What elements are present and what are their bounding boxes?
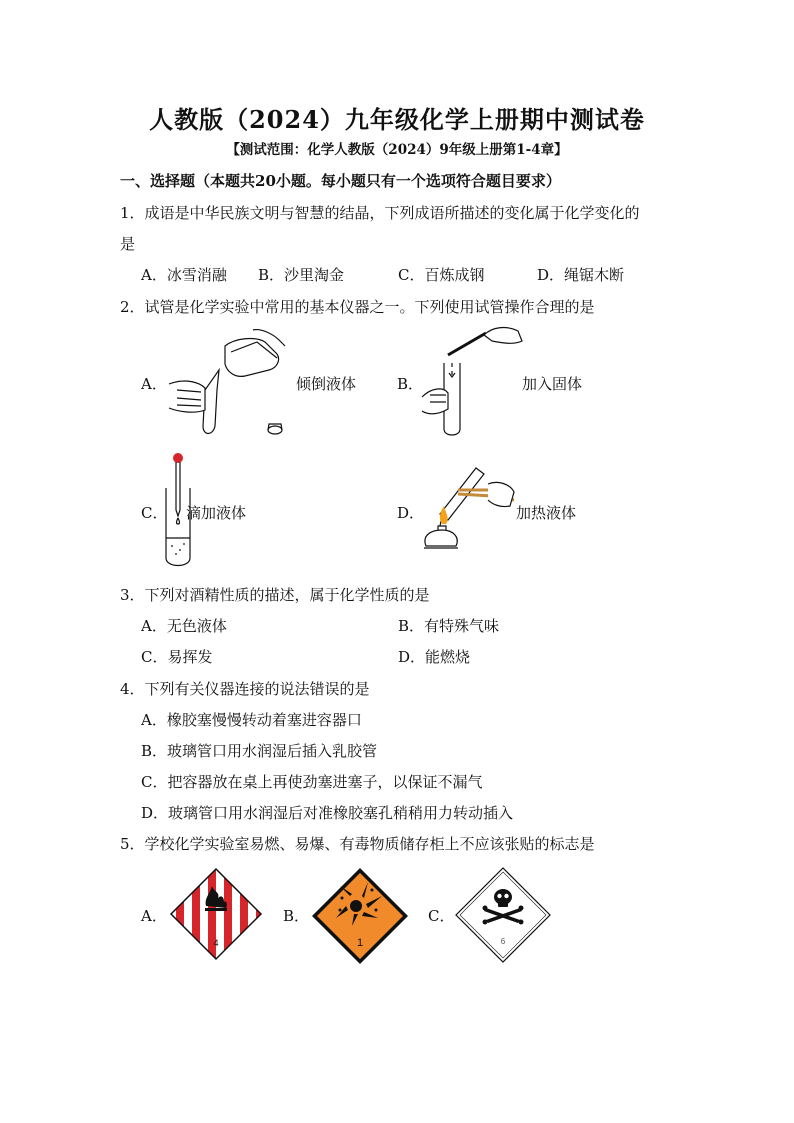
- heating-liquid-figure: [418, 460, 518, 558]
- q2-stem: 2．试管是化学实验中常用的基本仪器之一。下列使用试管操作合理的是: [120, 298, 595, 316]
- q4-option-c: C．把容器放在桌上再使劲塞进塞子，以保证不漏气: [141, 773, 483, 791]
- adding-solid-figure: [418, 323, 523, 438]
- q1-stem-line1: 1．成语是中华民族文明与智慧的结晶，下列成语所描述的变化属于化学变化的: [120, 204, 640, 222]
- q4-option-a: A．橡胶塞慢慢转动着塞进容器口: [141, 711, 362, 729]
- q1-option-a: A．冰雪消融: [141, 266, 227, 284]
- pouring-liquid-figure: [165, 328, 300, 440]
- q2-option-c-letter: C．: [141, 504, 168, 522]
- q1-option-d: D．绳锯木断: [537, 266, 625, 284]
- q2-option-d-caption: 加热液体: [516, 504, 577, 522]
- q3-option-b: B．有特殊气味: [398, 617, 500, 635]
- q2-option-b-caption: 加入固体: [522, 375, 583, 393]
- q1-stem-line2: 是: [120, 235, 136, 253]
- q5-option-c-letter: C．: [428, 907, 455, 925]
- section-heading: 一、选择题（本题共20小题。每小题只有一个选项符合题目要求）: [120, 172, 561, 190]
- q2-option-b-letter: B．: [397, 375, 424, 393]
- q5-option-b-letter: B．: [283, 907, 310, 925]
- q3-option-d: D．能燃烧: [398, 648, 471, 666]
- q2-option-d-letter: D．: [397, 504, 425, 522]
- q2-option-c-caption: 滴加液体: [186, 504, 247, 522]
- q2-option-a-letter: A．: [141, 375, 167, 393]
- q5-option-a-letter: A．: [141, 907, 167, 925]
- q3-option-c: C．易挥发: [141, 648, 213, 666]
- toxic-sign-icon: [454, 866, 552, 964]
- explosive-sign-number: 1: [356, 937, 364, 949]
- q4-option-b: B．玻璃管口用水润湿后插入乳胶管: [141, 742, 378, 760]
- page-subtitle: 【测试范围：化学人教版（2024）9年级上册第1-4章】: [226, 142, 568, 158]
- explosive-sign-icon: [310, 866, 410, 966]
- q3-option-a: A．无色液体: [141, 617, 227, 635]
- q5-stem: 5．学校化学实验室易燃、易爆、有毒物质储存柜上不应该张贴的标志是: [120, 835, 595, 853]
- q1-option-b: B．沙里淘金: [258, 266, 345, 284]
- q2-option-a-caption: 倾倒液体: [296, 375, 357, 393]
- page-title: 人教版（2024）九年级化学上册期中测试卷: [149, 105, 645, 134]
- q4-option-d: D．玻璃管口用水润湿后对准橡胶塞孔稍稍用力转动插入: [141, 804, 514, 822]
- toxic-sign-number: 6: [500, 937, 506, 946]
- q4-stem: 4．下列有关仪器连接的说法错误的是: [120, 680, 370, 698]
- q3-stem: 3．下列对酒精性质的描述，属于化学性质的是: [120, 586, 430, 604]
- flammable-solid-sign-icon: [168, 866, 264, 962]
- q1-option-c: C．百炼成钢: [398, 266, 485, 284]
- svg-text:4: 4: [213, 938, 219, 948]
